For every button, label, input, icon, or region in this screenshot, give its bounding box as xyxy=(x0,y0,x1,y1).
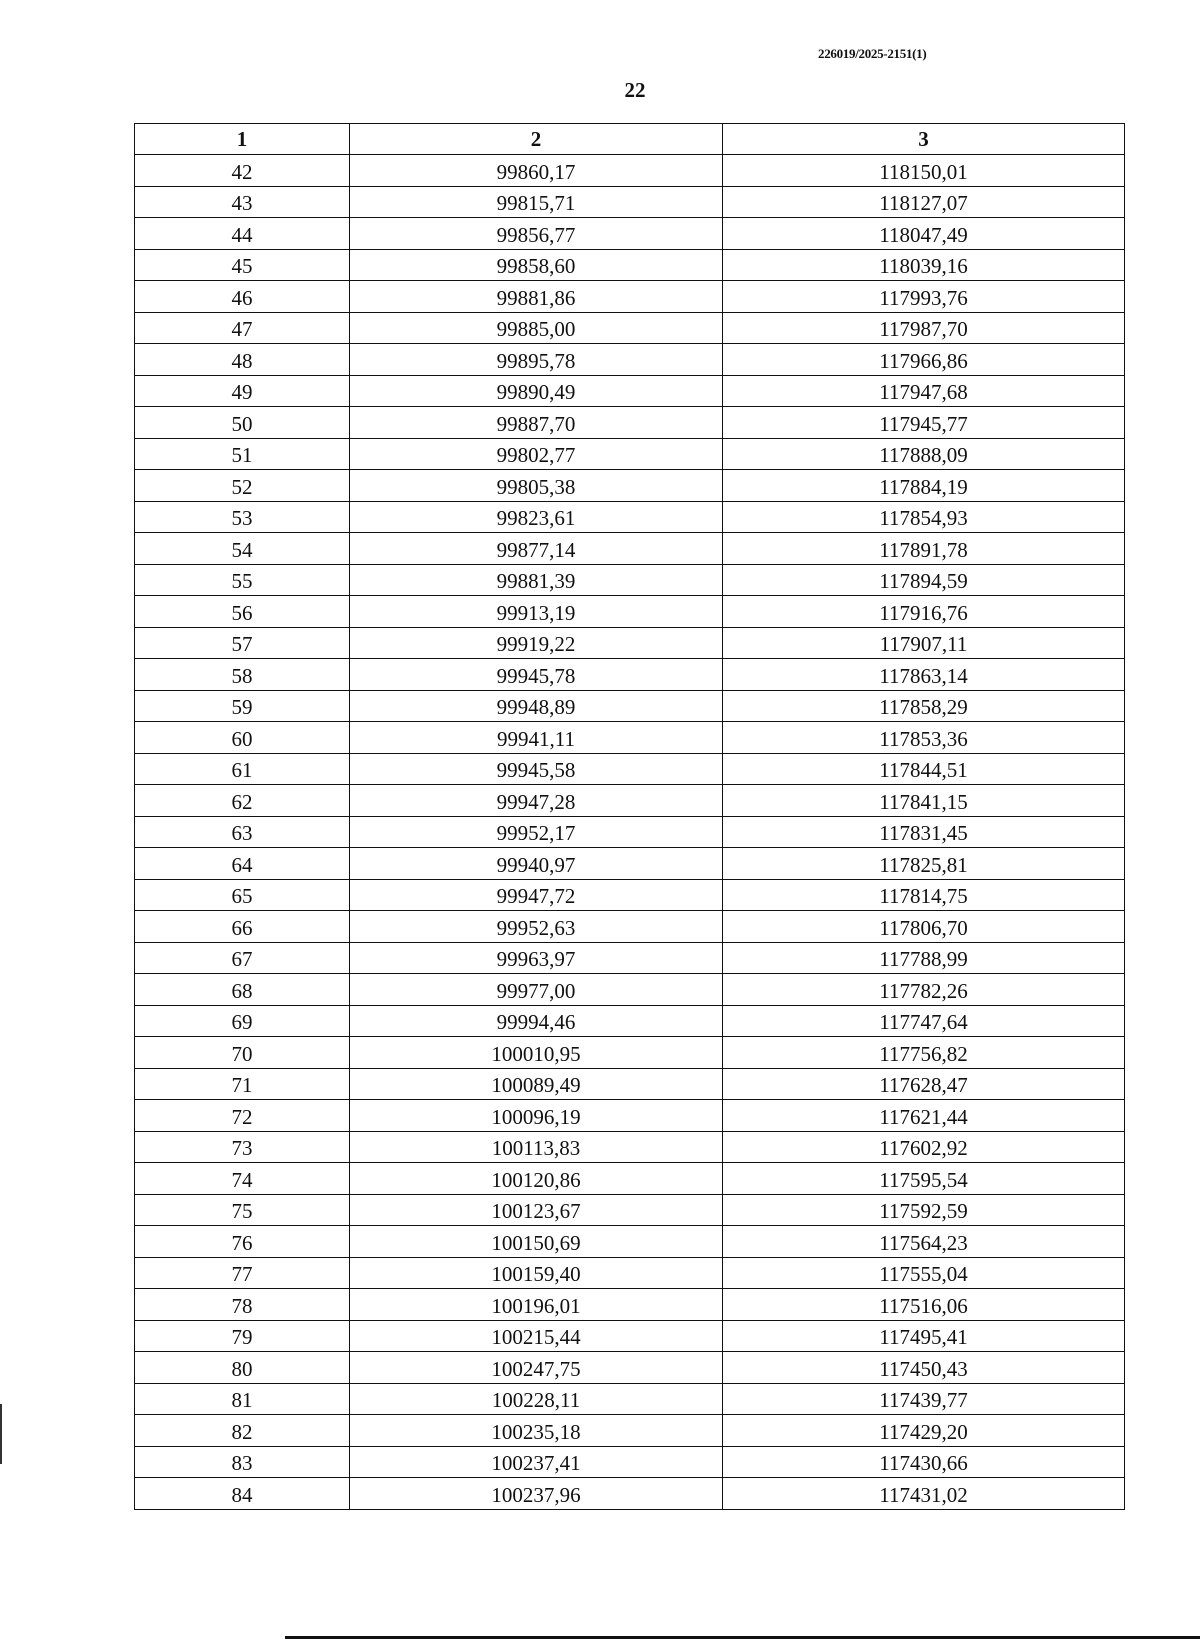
table-cell-col-2: 99945,78 xyxy=(350,659,723,691)
table-cell-col-3: 117747,64 xyxy=(723,1005,1125,1037)
table-cell-col-2: 99877,14 xyxy=(350,533,723,565)
table-row xyxy=(135,438,1125,470)
table-row xyxy=(135,974,1125,1006)
table-cell-col-2: 99802,77 xyxy=(350,438,723,470)
table-cell-col-1: 47 xyxy=(135,312,350,344)
table-cell-col-2: 99815,71 xyxy=(350,186,723,218)
table-cell-col-3: 117756,82 xyxy=(723,1037,1125,1069)
table-cell-col-3: 117993,76 xyxy=(723,281,1125,313)
table-row xyxy=(135,1005,1125,1037)
table-row xyxy=(135,1226,1125,1258)
table-cell-col-1: 43 xyxy=(135,186,350,218)
table-cell-col-2: 100235,18 xyxy=(350,1415,723,1447)
table-cell-col-2: 100150,69 xyxy=(350,1226,723,1258)
table-row xyxy=(135,1068,1125,1100)
table-cell-col-1: 46 xyxy=(135,281,350,313)
table-cell-col-3: 117439,77 xyxy=(723,1383,1125,1415)
table-cell-col-1: 42 xyxy=(135,155,350,187)
table-row xyxy=(135,218,1125,250)
table-row xyxy=(135,627,1125,659)
table-row xyxy=(135,1257,1125,1289)
table-row xyxy=(135,911,1125,943)
table-row xyxy=(135,1320,1125,1352)
table-cell-col-3: 117555,04 xyxy=(723,1257,1125,1289)
table-row xyxy=(135,533,1125,565)
table-row xyxy=(135,375,1125,407)
table-row xyxy=(135,281,1125,313)
table-row xyxy=(135,785,1125,817)
table-row xyxy=(135,470,1125,502)
table-cell-col-2: 99952,63 xyxy=(350,911,723,943)
table-body xyxy=(135,155,1125,1510)
table-header-row xyxy=(135,124,1125,155)
table-row xyxy=(135,249,1125,281)
table-cell-col-2: 99890,49 xyxy=(350,375,723,407)
table-cell-col-2: 99947,28 xyxy=(350,785,723,817)
table-cell-col-2: 99858,60 xyxy=(350,249,723,281)
table-cell-col-3: 117564,23 xyxy=(723,1226,1125,1258)
table-cell-col-1: 71 xyxy=(135,1068,350,1100)
column-header-1: 1 xyxy=(135,124,350,155)
table-cell-col-1: 81 xyxy=(135,1383,350,1415)
table-row xyxy=(135,1163,1125,1195)
table-row xyxy=(135,186,1125,218)
table-cell-col-3: 117853,36 xyxy=(723,722,1125,754)
table-cell-col-1: 59 xyxy=(135,690,350,722)
coordinates-table-container xyxy=(134,123,1124,1510)
table-row xyxy=(135,1415,1125,1447)
table-cell-col-2: 100096,19 xyxy=(350,1100,723,1132)
table-cell-col-3: 117516,06 xyxy=(723,1289,1125,1321)
table-cell-col-2: 100247,75 xyxy=(350,1352,723,1384)
table-cell-col-2: 99963,97 xyxy=(350,942,723,974)
table-row xyxy=(135,501,1125,533)
table-cell-col-3: 117595,54 xyxy=(723,1163,1125,1195)
table-cell-col-2: 99941,11 xyxy=(350,722,723,754)
table-row xyxy=(135,816,1125,848)
table-cell-col-1: 73 xyxy=(135,1131,350,1163)
table-cell-col-2: 99977,00 xyxy=(350,974,723,1006)
table-cell-col-2: 99952,17 xyxy=(350,816,723,848)
table-row xyxy=(135,690,1125,722)
table-cell-col-3: 117863,14 xyxy=(723,659,1125,691)
table-cell-col-3: 117884,19 xyxy=(723,470,1125,502)
table-row xyxy=(135,1194,1125,1226)
table-cell-col-3: 117495,41 xyxy=(723,1320,1125,1352)
table-row xyxy=(135,1478,1125,1510)
table-cell-col-1: 66 xyxy=(135,911,350,943)
table-cell-col-3: 117916,76 xyxy=(723,596,1125,628)
table-cell-col-3: 117628,47 xyxy=(723,1068,1125,1100)
table-cell-col-1: 61 xyxy=(135,753,350,785)
table-cell-col-1: 76 xyxy=(135,1226,350,1258)
table-cell-col-3: 117894,59 xyxy=(723,564,1125,596)
table-cell-col-3: 117888,09 xyxy=(723,438,1125,470)
table-cell-col-1: 51 xyxy=(135,438,350,470)
table-cell-col-1: 84 xyxy=(135,1478,350,1510)
table-cell-col-3: 117987,70 xyxy=(723,312,1125,344)
table-cell-col-2: 100113,83 xyxy=(350,1131,723,1163)
table-cell-col-3: 118039,16 xyxy=(723,249,1125,281)
page-number: 22 xyxy=(624,78,646,102)
table-row xyxy=(135,596,1125,628)
table-cell-col-1: 80 xyxy=(135,1352,350,1384)
table-cell-col-3: 117858,29 xyxy=(723,690,1125,722)
table-cell-col-1: 83 xyxy=(135,1446,350,1478)
table-row xyxy=(135,1100,1125,1132)
table-cell-col-3: 117592,59 xyxy=(723,1194,1125,1226)
table-cell-col-1: 78 xyxy=(135,1289,350,1321)
table-cell-col-2: 100237,96 xyxy=(350,1478,723,1510)
table-cell-col-3: 117947,68 xyxy=(723,375,1125,407)
table-cell-col-3: 117450,43 xyxy=(723,1352,1125,1384)
table-cell-col-1: 62 xyxy=(135,785,350,817)
table-cell-col-1: 60 xyxy=(135,722,350,754)
table-cell-col-1: 63 xyxy=(135,816,350,848)
table-cell-col-2: 99913,19 xyxy=(350,596,723,628)
table-cell-col-1: 75 xyxy=(135,1194,350,1226)
table-cell-col-2: 99823,61 xyxy=(350,501,723,533)
table-cell-col-3: 117907,11 xyxy=(723,627,1125,659)
table-cell-col-2: 99860,17 xyxy=(350,155,723,187)
table-cell-col-3: 118047,49 xyxy=(723,218,1125,250)
table-cell-col-1: 45 xyxy=(135,249,350,281)
table-cell-col-3: 117621,44 xyxy=(723,1100,1125,1132)
table-row xyxy=(135,344,1125,376)
table-cell-col-3: 117854,93 xyxy=(723,501,1125,533)
table-cell-col-2: 100010,95 xyxy=(350,1037,723,1069)
table-cell-col-2: 99947,72 xyxy=(350,879,723,911)
table-cell-col-2: 100123,67 xyxy=(350,1194,723,1226)
table-cell-col-2: 99940,97 xyxy=(350,848,723,880)
scan-edge-left xyxy=(0,1404,2,1464)
table-cell-col-3: 117831,45 xyxy=(723,816,1125,848)
table-cell-col-3: 118127,07 xyxy=(723,186,1125,218)
table-row xyxy=(135,848,1125,880)
table-cell-col-1: 52 xyxy=(135,470,350,502)
table-cell-col-2: 100237,41 xyxy=(350,1446,723,1478)
table-row xyxy=(135,407,1125,439)
table-row xyxy=(135,1037,1125,1069)
table-row xyxy=(135,722,1125,754)
table-cell-col-2: 99994,46 xyxy=(350,1005,723,1037)
table-cell-col-3: 117429,20 xyxy=(723,1415,1125,1447)
coordinates-table xyxy=(134,123,1125,1510)
table-row xyxy=(135,659,1125,691)
table-cell-col-2: 99948,89 xyxy=(350,690,723,722)
table-cell-col-2: 100120,86 xyxy=(350,1163,723,1195)
table-cell-col-3: 117966,86 xyxy=(723,344,1125,376)
table-cell-col-3: 117945,77 xyxy=(723,407,1125,439)
table-cell-col-2: 99805,38 xyxy=(350,470,723,502)
table-row xyxy=(135,155,1125,187)
table-row xyxy=(135,564,1125,596)
table-cell-col-2: 100196,01 xyxy=(350,1289,723,1321)
table-row xyxy=(135,1131,1125,1163)
document-number: 226019/2025-2151(1) xyxy=(818,46,927,61)
table-cell-col-1: 57 xyxy=(135,627,350,659)
table-cell-col-2: 99945,58 xyxy=(350,753,723,785)
table-row xyxy=(135,1289,1125,1321)
table-cell-col-2: 99885,00 xyxy=(350,312,723,344)
table-cell-col-2: 100215,44 xyxy=(350,1320,723,1352)
table-row xyxy=(135,1383,1125,1415)
table-row xyxy=(135,942,1125,974)
table-cell-col-1: 55 xyxy=(135,564,350,596)
table-cell-col-1: 56 xyxy=(135,596,350,628)
table-cell-col-3: 117602,92 xyxy=(723,1131,1125,1163)
table-row xyxy=(135,1446,1125,1478)
column-header-2: 2 xyxy=(350,124,723,155)
table-cell-col-3: 117782,26 xyxy=(723,974,1125,1006)
table-cell-col-1: 79 xyxy=(135,1320,350,1352)
table-row xyxy=(135,312,1125,344)
table-cell-col-3: 117430,66 xyxy=(723,1446,1125,1478)
table-cell-col-1: 67 xyxy=(135,942,350,974)
table-row xyxy=(135,753,1125,785)
table-cell-col-3: 117788,99 xyxy=(723,942,1125,974)
table-cell-col-1: 70 xyxy=(135,1037,350,1069)
table-cell-col-2: 99887,70 xyxy=(350,407,723,439)
table-cell-col-2: 100159,40 xyxy=(350,1257,723,1289)
table-cell-col-3: 117806,70 xyxy=(723,911,1125,943)
table-cell-col-3: 117431,02 xyxy=(723,1478,1125,1510)
table-cell-col-2: 99881,86 xyxy=(350,281,723,313)
table-cell-col-1: 77 xyxy=(135,1257,350,1289)
table-cell-col-3: 118150,01 xyxy=(723,155,1125,187)
table-cell-col-1: 69 xyxy=(135,1005,350,1037)
table-cell-col-1: 58 xyxy=(135,659,350,691)
table-row xyxy=(135,879,1125,911)
column-header-3: 3 xyxy=(723,124,1125,155)
table-cell-col-2: 100228,11 xyxy=(350,1383,723,1415)
table-cell-col-1: 44 xyxy=(135,218,350,250)
table-cell-col-1: 82 xyxy=(135,1415,350,1447)
table-cell-col-1: 68 xyxy=(135,974,350,1006)
table-cell-col-3: 117891,78 xyxy=(723,533,1125,565)
table-cell-col-3: 117814,75 xyxy=(723,879,1125,911)
table-cell-col-3: 117844,51 xyxy=(723,753,1125,785)
table-cell-col-1: 65 xyxy=(135,879,350,911)
table-cell-col-2: 100089,49 xyxy=(350,1068,723,1100)
table-cell-col-1: 48 xyxy=(135,344,350,376)
table-cell-col-3: 117825,81 xyxy=(723,848,1125,880)
table-cell-col-2: 99881,39 xyxy=(350,564,723,596)
table-cell-col-2: 99919,22 xyxy=(350,627,723,659)
table-cell-col-1: 50 xyxy=(135,407,350,439)
table-cell-col-1: 72 xyxy=(135,1100,350,1132)
table-cell-col-2: 99895,78 xyxy=(350,344,723,376)
table-cell-col-1: 64 xyxy=(135,848,350,880)
table-cell-col-3: 117841,15 xyxy=(723,785,1125,817)
table-cell-col-1: 53 xyxy=(135,501,350,533)
table-cell-col-1: 74 xyxy=(135,1163,350,1195)
table-cell-col-1: 49 xyxy=(135,375,350,407)
table-cell-col-1: 54 xyxy=(135,533,350,565)
table-cell-col-2: 99856,77 xyxy=(350,218,723,250)
table-row xyxy=(135,1352,1125,1384)
